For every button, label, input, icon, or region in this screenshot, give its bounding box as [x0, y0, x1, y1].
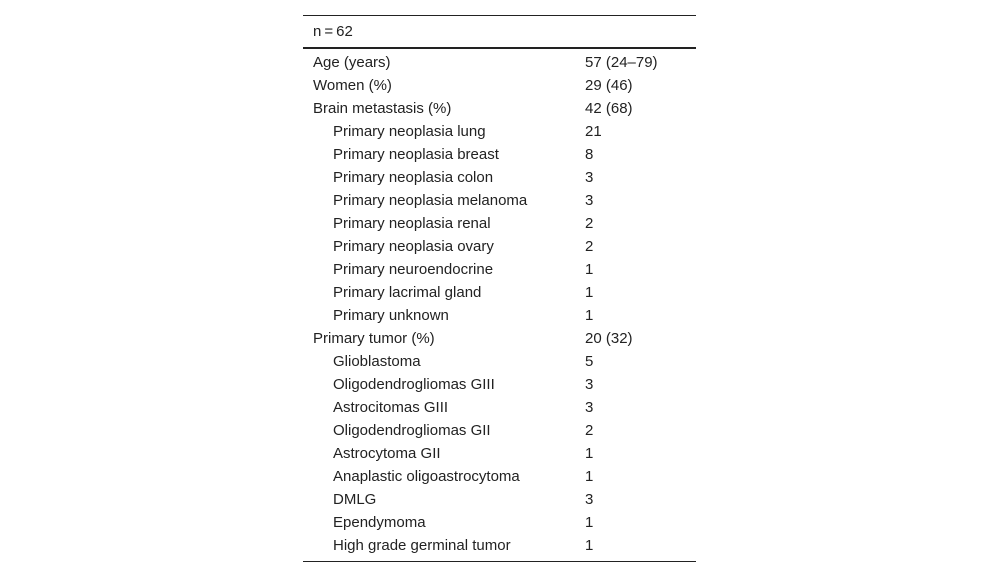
row-value: 8: [585, 146, 594, 163]
row-sublabel: Primary neoplasia breast: [333, 146, 499, 163]
row-sublabel: Glioblastoma: [333, 353, 421, 370]
row-sublabel: Anaplastic oligoastrocytoma: [333, 468, 520, 485]
row-value: 57 (24–79): [585, 54, 658, 71]
table-row: [303, 281, 696, 304]
row-label: Age (years): [313, 54, 391, 71]
table-body: [303, 48, 696, 562]
row-value: 3: [585, 192, 594, 209]
table-row: [303, 166, 696, 189]
row-label: Primary tumor (%): [313, 330, 435, 347]
row-value: 1: [585, 307, 594, 324]
row-value: 20 (32): [585, 330, 633, 347]
row-sublabel: Primary neoplasia renal: [333, 215, 491, 232]
row-value: 5: [585, 353, 594, 370]
row-sublabel: Primary lacrimal gland: [333, 284, 482, 301]
table-row: [303, 488, 696, 511]
table-row: [303, 48, 696, 74]
row-value: 42 (68): [585, 100, 633, 117]
row-value: 29 (46): [585, 77, 633, 94]
row-value: 1: [585, 537, 594, 554]
demographics-table-container: [303, 15, 696, 562]
row-sublabel: Ependymoma: [333, 514, 426, 531]
table-row: [303, 442, 696, 465]
row-sublabel: Primary neoplasia colon: [333, 169, 494, 186]
demographics-table: [303, 15, 696, 562]
row-value: 2: [585, 238, 594, 255]
table-row: [303, 120, 696, 143]
table-row: [303, 373, 696, 396]
row-value: 1: [585, 514, 594, 531]
row-value: 3: [585, 169, 594, 186]
table-row: [303, 212, 696, 235]
row-value: 21: [585, 123, 602, 140]
row-value: 1: [585, 445, 594, 462]
table-row: [303, 396, 696, 419]
row-sublabel: Oligodendrogliomas GII: [333, 422, 491, 439]
table-row: [303, 189, 696, 212]
row-sublabel: High grade germinal tumor: [333, 537, 511, 554]
row-sublabel: Primary unknown: [333, 307, 449, 324]
row-value: 3: [585, 376, 594, 393]
row-value: 1: [585, 261, 594, 278]
table-row: [303, 143, 696, 166]
table-row: [303, 511, 696, 534]
table-row: [303, 534, 696, 562]
row-sublabel: Primary neoplasia melanoma: [333, 192, 528, 209]
row-sublabel: Astrocitomas GIII: [333, 399, 449, 416]
row-value: 2: [585, 215, 594, 232]
table-row: [303, 327, 696, 350]
row-value: 1: [585, 468, 594, 485]
table-row: [303, 74, 696, 97]
table-row: [303, 304, 696, 327]
row-value: 2: [585, 422, 594, 439]
table-row: [303, 235, 696, 258]
row-value: 1: [585, 284, 594, 301]
row-sublabel: Primary neuroendocrine: [333, 261, 494, 278]
table-row: [303, 419, 696, 442]
table-row: [303, 350, 696, 373]
row-label: Brain metastasis (%): [313, 100, 452, 117]
row-value: 3: [585, 399, 594, 416]
table-row: [303, 258, 696, 281]
table-header-row: [303, 16, 696, 49]
table-row: [303, 97, 696, 120]
row-sublabel: Primary neoplasia lung: [333, 123, 486, 140]
row-sublabel: Primary neoplasia ovary: [333, 238, 494, 255]
row-sublabel: Astrocytoma GII: [333, 445, 441, 462]
table-header: [303, 16, 696, 49]
row-label: Women (%): [313, 77, 392, 94]
row-sublabel: DMLG: [333, 491, 377, 508]
sample-size-header: n = 62: [313, 23, 353, 40]
row-sublabel: Oligodendrogliomas GIII: [333, 376, 495, 393]
row-value: 3: [585, 491, 594, 508]
table-row: [303, 465, 696, 488]
